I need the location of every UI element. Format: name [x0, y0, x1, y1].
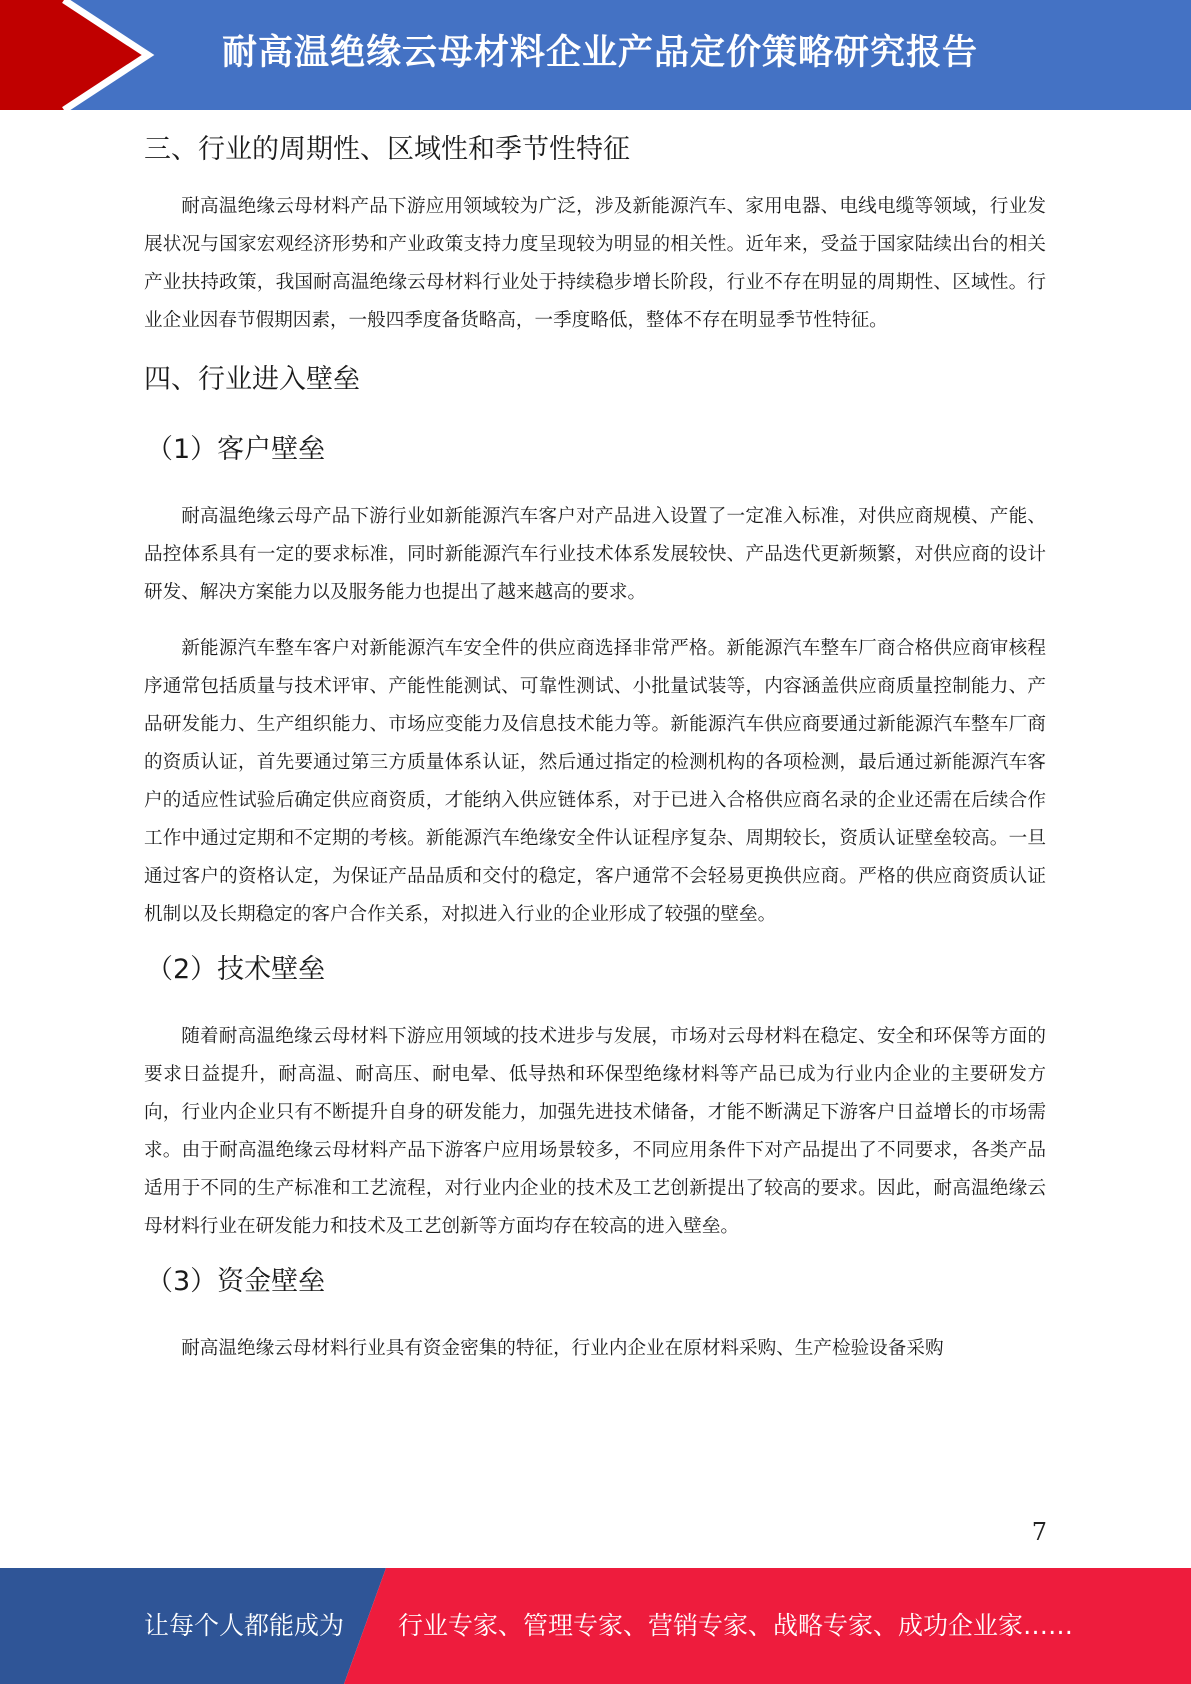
capital-barrier-paragraph: 耐高温绝缘云母材料行业具有资金密集的特征，行业内企业在原材料采购、生产检验设备采购 [181, 1338, 944, 1359]
technology-barrier-paragraph: 随着耐高温绝缘云母材料下游应用领域的技术进步与发展，市场对云母材料在稳定、安全和环保等方面的要求日益提升，耐高温、耐高压、耐电晕、低导热和环保型绝缘材料等产品已成为行业内企业的主要研发方向，行业内企业只有不断提升自身的研发能力，加强先进技术储备，才能不断满足下游客户日益增长的市场需求。由于耐高温绝缘云母材料产品下游客户应用场景较多，不同应用条件下对产品提出了不同要求，各类产品适用于不同的生产标准和工艺流程，对行业内企业的技术及工艺创新提出了较高的要求。因此，耐高温绝缘云母材料行业在研发能力和技术及工艺创新等方面均存在较高的进入壁垒。 [144, 1026, 1046, 1237]
footer-slogan-right: 行业专家、管理专家、营销专家、战略专家、成功企业家…… [398, 1611, 1074, 1640]
subsection-capital-barrier-heading: （3）资金壁垒 [146, 1266, 326, 1297]
page-content [144, 128, 1046, 1368]
section-3-paragraph: 耐高温绝缘云母材料产品下游应用领域较为广泛，涉及新能源汽车、家用电器、电线电缆等领域，行业发展状况与国家宏观经济形势和产业政策支持力度呈现较为明显的相关性。近年来，受益于国家陆续出台的相关产业扶持政策，我国耐高温绝缘云母材料行业处于持续稳步增长阶段，行业不存在明显的周期性、区域性。行业企业因春节假期因素，一般四季度备货略高，一季度略低，整体不存在明显季节性特征。 [144, 196, 1046, 331]
section-4-heading: 四、行业进入壁垒 [144, 364, 360, 395]
report-title: 耐高温绝缘云母材料企业产品定价策略研究报告 [222, 33, 979, 73]
section-3-heading: 三、行业的周期性、区域性和季节性特征 [144, 134, 630, 165]
page-header [0, 0, 1191, 110]
subsection-technology-barrier-heading: （2）技术壁垒 [146, 954, 326, 985]
customer-barrier-paragraph-1: 耐高温绝缘云母产品下游行业如新能源汽车客户对产品进入设置了一定准入标准，对供应商规模、产能、品控体系具有一定的要求标准，同时新能源汽车行业技术体系发展较快、产品迭代更新频繁，对供应商的设计研发、解决方案能力以及服务能力也提出了越来越高的要求。 [144, 506, 1046, 603]
page-number: 7 [1031, 1518, 1047, 1546]
customer-barrier-paragraph-2: 新能源汽车整车客户对新能源汽车安全件的供应商选择非常严格。新能源汽车整车厂商合格供应商审核程序通常包括质量与技术评审、产能性能测试、可靠性测试、小批量试装等，内容涵盖供应商质量控制能力、产品研发能力、生产组织能力、市场应变能力及信息技术能力等。新能源汽车供应商要通过新能源汽车整车厂商的资质认证，首先要通过第三方质量体系认证，然后通过指定的检测机构的各项检测，最后通过新能源汽车客户的适应性试验后确定供应商资质，才能纳入供应链体系，对于已进入合格供应商名录的企业还需在后续合作工作中通过定期和不定期的考核。新能源汽车绝缘安全件认证程序复杂、周期较长，资质认证壁垒较高。一旦通过客户的资格认定，为保证产品品质和交付的稳定，客户通常不会轻易更换供应商。严格的供应商资质认证机制以及长期稳定的客户合作关系，对拟进入行业的企业形成了较强的壁垒。 [144, 638, 1046, 925]
subsection-customer-barrier-heading: （1）客户壁垒 [146, 434, 326, 465]
page-footer [0, 1568, 1191, 1684]
footer-slogan-left: 让每个人都能成为 [144, 1611, 345, 1640]
